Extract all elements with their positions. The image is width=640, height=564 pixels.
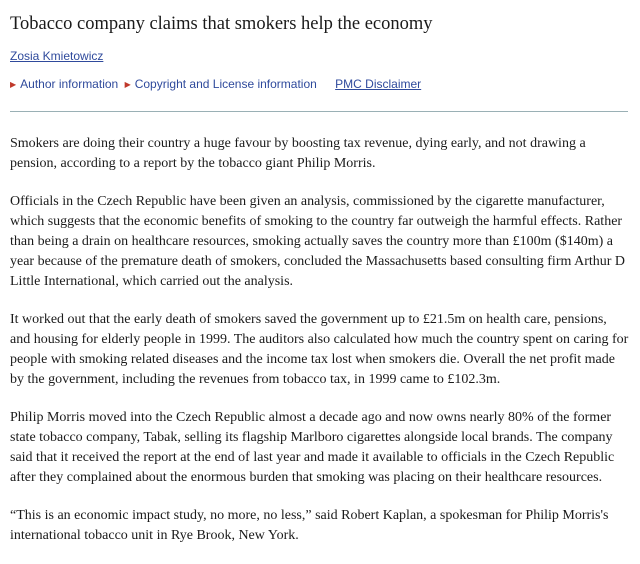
author-information-toggle[interactable]: [10, 76, 118, 93]
body-paragraph: Officials in the Czech Republic have been given an analysis, commissioned by the cigarette manufacturer, which suggests that the economic benefits of smoking to the country far outweigh the harmful effects. Rather than being a drain on healthcare resources, smoking actually saves the country more than £100m ($140m) a year because of the premature death of smokers, concluded the Massachusetts based consulting firm Arthur D Little International, which carried out the analysis.: [10, 194, 626, 289]
pmc-disclaimer-link[interactable]: PMC Disclaimer: [335, 77, 422, 91]
body-paragraph: Smokers are doing their country a huge favour by boosting tax revenue, dying early, and not drawing a pension, according to a report by the tobacco giant Philip Morris.: [10, 136, 586, 171]
expand-triangle-icon: ▶: [124, 80, 131, 89]
body-paragraph: Philip Morris moved into the Czech Republic almost a decade ago and now owns nearly 80% of the former state tobacco company, Tabak, selling its flagship Marlboro cigarettes alongside local brands. The company said that it received the report at the end of last year and made it available to officials in the Czech Republic after they complained about the enormous burden that smoking was placing on their healthcare resources.: [10, 410, 615, 485]
article-title: Tobacco company claims that smokers help the economy: [10, 14, 433, 34]
article-body: [10, 134, 630, 564]
body-paragraph: It worked out that the early death of smokers saved the government up to £21.5m on health care, pensions, and housing for elderly people in 1999. The auditors also calculated how much the country spent on caring for people with smoking related diseases and the income tax lost when smokers die. Overall the net profit made by the government, including the revenues from tobacco tax, in 1999 came to £102.3m.: [10, 312, 629, 387]
article-meta-row: [10, 76, 421, 93]
author-information-label: Author information: [20, 77, 119, 91]
body-paragraph: “This is an economic impact study, no more, no less,” said Robert Kaplan, a spokesman for Philip Morris's international tobacco unit in Rye Brook, New York.: [10, 508, 609, 543]
section-divider: [10, 111, 628, 112]
copyright-information-toggle[interactable]: [125, 76, 317, 93]
author-link[interactable]: Zosia Kmietowicz: [10, 49, 104, 63]
expand-triangle-icon: ▶: [10, 80, 17, 89]
copyright-information-label: Copyright and License information: [134, 77, 317, 91]
